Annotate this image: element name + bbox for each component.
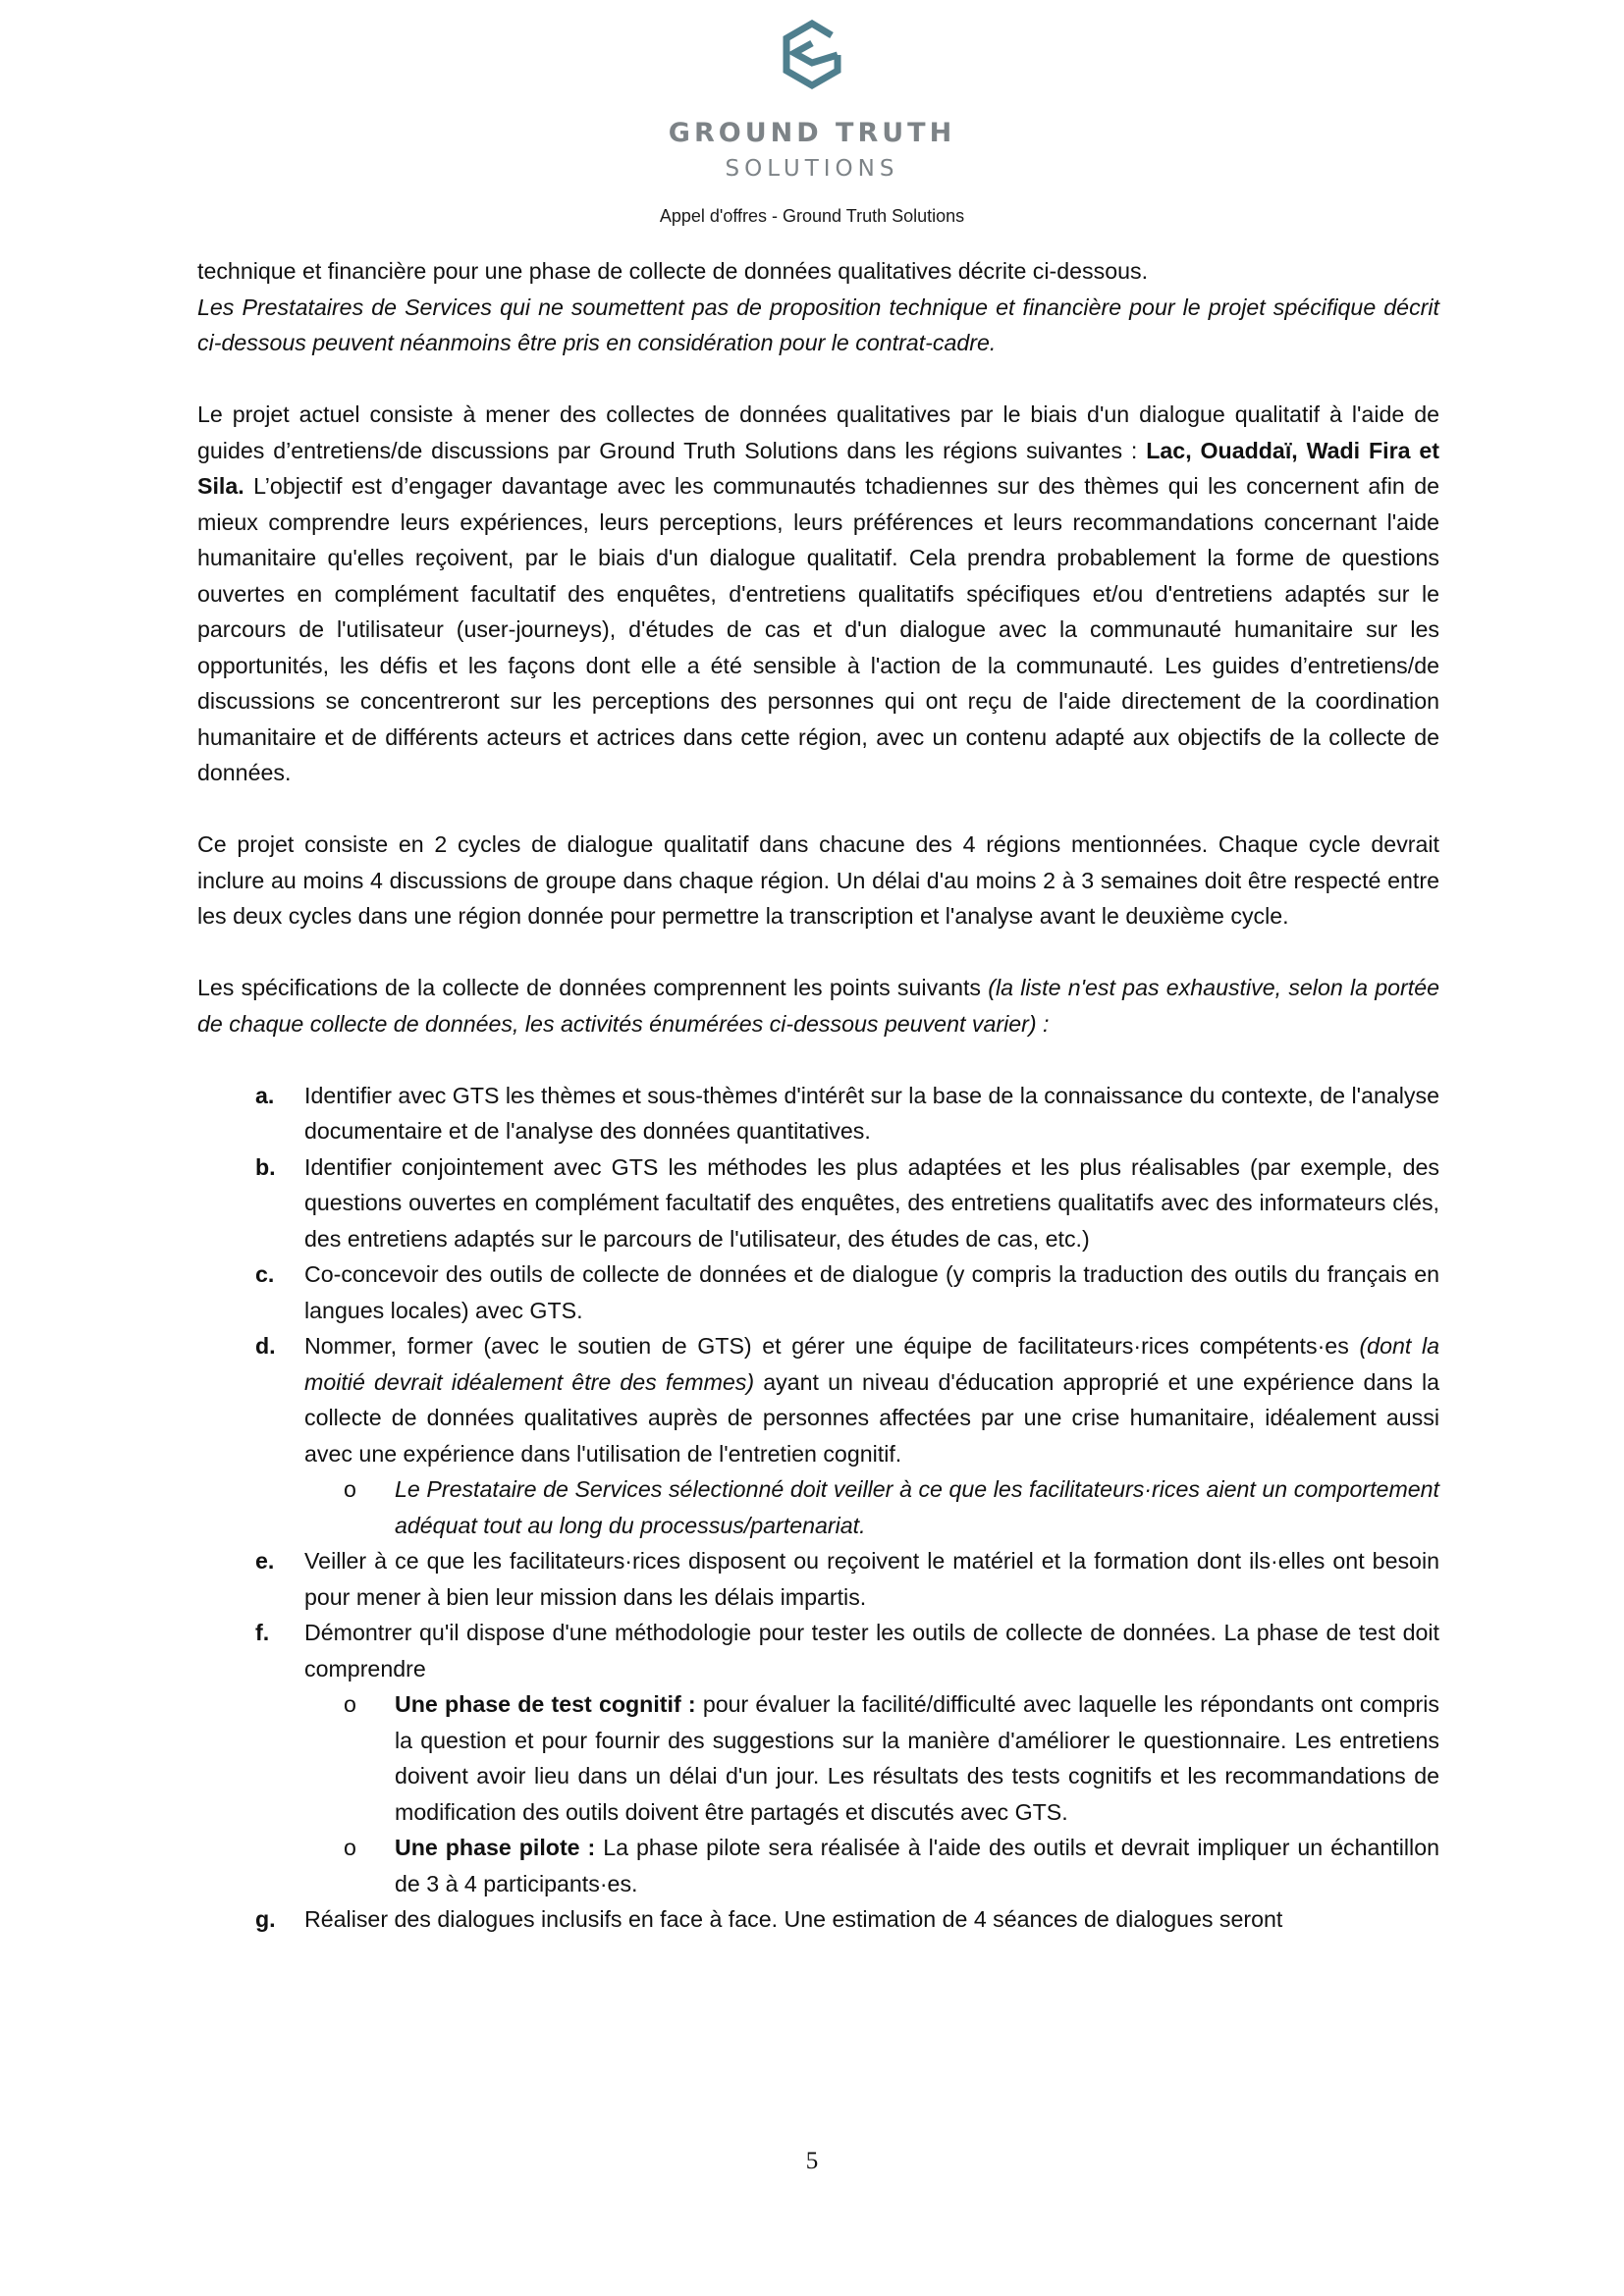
list-item-text-continued: ayant un niveau d'éducation approprié et une expérience dans la collecte de données qualitatives auprès de personnes affectées par une crise humanitaire, idéalement aussi avec une expérience dans l'utilisation de l'entretien cognitif. xyxy=(304,1368,1439,1467)
project-text-start: Le projet actuel consiste à mener des collectes de données qualitatives par le biais d'un dialogue qualitatif à l'aide de guides d’entretiens/de discussions par Ground Truth Solutions dans les régions suivantes : xyxy=(197,401,1439,463)
sub-list-item-text: La phase pilote sera réalisée à l'aide des outils et devrait impliquer un échantillon de 3 à 4 participants·es. xyxy=(395,1835,1439,1896)
specifications-list xyxy=(197,1078,1439,1938)
document-body xyxy=(197,253,1439,1938)
list-marker: g. xyxy=(255,1906,276,1932)
list-item-text: Identifier conjointement avec GTS les méthodes les plus adaptées et les plus réalisables (par exemple, des questions ouvertes en complément facultatif des enquêtes, des entretiens qualitatifs avec des informateurs clés, des entretiens adaptés sur le parcours de l'utilisateur, des études de cas, etc.) xyxy=(304,1153,1439,1252)
gts-hexagon-logo-icon xyxy=(781,20,843,90)
list-item-f xyxy=(197,1615,1439,1901)
project-text-end: L’objectif est d’engager davantage avec les communautés tchadiennes sur des thèmes qui les concernent afin de mieux comprendre leurs expériences, leurs perceptions, leurs préférences et leurs recommandations concernant l'aide humanitaire qu'elles reçoivent, par le biais d'un dialogue qualitatif. Cela prendra probablement la forme de questions ouvertes en complément facultatif des enquêtes, d'entretiens qualitatifs spécifiques et/ou d'entretiens adaptés sur le parcours de l'utilisateur (user-journeys), d'études de cas et d'un dialogue avec la communauté humanitaire sur les opportunités, les défis et les façons dont elle a été sensible à l'action de la communauté. Les guides d’entretiens/de discussions se concentreront sur les perceptions des personnes qui ont reçu de l'aide directement de la coordination humanitaire et de différents acteurs et actrices dans cette région, avec un contenu adapté aux objectifs de la collecte de données. xyxy=(197,473,1439,785)
list-item-text: Co-concevoir des outils de collecte de données et de dialogue (y compris la traduction des outils du français en langues locales) avec GTS. xyxy=(304,1261,1439,1323)
list-item-text: Nommer, former (avec le soutien de GTS) et gérer une équipe de facilitateurs·rices compétents·es xyxy=(304,1333,1360,1359)
list-item-g xyxy=(197,1901,1439,1938)
paragraph-specifications xyxy=(197,970,1439,1041)
paragraph-project xyxy=(197,397,1439,791)
sub-list-item-title: Une phase de test cognitif : xyxy=(395,1691,696,1717)
sub-list-marker: o xyxy=(344,1691,356,1717)
list-item-text: Veiller à ce que les facilitateurs·rices disposent ou reçoivent le matériel et la formation dont ils·elles ont besoin pour mener à bien leur mission dans les délais impartis. xyxy=(304,1548,1439,1610)
sub-list-item-title: Une phase pilote : xyxy=(395,1835,596,1860)
page-number: 5 xyxy=(805,2148,819,2174)
list-marker: f. xyxy=(255,1620,270,1645)
paragraph-intro: technique et financière pour une phase de collecte de données qualitatives décrite ci-dessous. xyxy=(197,258,1149,284)
logo-text-line1: GROUND TRUTH xyxy=(668,118,956,148)
paragraph-cycles: Ce projet consiste en 2 cycles de dialogue qualitatif dans chacune des 4 régions mentionnées. Chaque cycle devrait inclure au moins 4 discussions de groupe dans chaque région. Un délai d'au moins 2 à 3 semaines doit être respecté entre les deux cycles dans une région donnée pour permettre la transcription et l'analyse avant le deuxième cycle. xyxy=(197,831,1439,929)
specifications-text: Les spécifications de la collecte de données comprennent les points suivants xyxy=(197,975,989,1000)
list-item-e xyxy=(197,1543,1439,1615)
logo xyxy=(0,20,1624,182)
sub-list-item-pilot xyxy=(304,1830,1439,1901)
list-item-d xyxy=(197,1328,1439,1543)
list-item-c xyxy=(197,1256,1439,1328)
project-regions: Lac, Ouaddaï, Wadi Fira et Sila. xyxy=(197,437,1439,499)
list-item-a xyxy=(197,1078,1439,1149)
list-marker: a. xyxy=(255,1082,275,1108)
sub-list-marker: o xyxy=(344,1835,356,1860)
logo-text-line2: SOLUTIONS xyxy=(725,156,899,182)
sub-list-item xyxy=(304,1471,1439,1543)
sub-list xyxy=(304,1471,1439,1543)
sub-list-marker: o xyxy=(344,1476,356,1502)
sub-list-item-cognitive-test xyxy=(304,1686,1439,1830)
list-marker: e. xyxy=(255,1548,275,1574)
list-marker: b. xyxy=(255,1153,276,1180)
list-item-text: Réaliser des dialogues inclusifs en face à face. Une estimation de 4 séances de dialogues seront xyxy=(304,1906,1283,1932)
list-marker: c. xyxy=(255,1261,275,1287)
header-note: Appel d'offres - Ground Truth Solutions xyxy=(659,206,965,226)
list-item-italic-note: (dont la moitié devrait idéalement être des femmes) xyxy=(304,1333,1440,1395)
list-item-b xyxy=(197,1149,1439,1257)
sub-list-item-text: pour évaluer la facilité/difficulté avec laquelle les répondants ont compris la question et pour fournir des suggestions sur la manière d'améliorer le questionnaire. Les entretiens doivent avoir lieu dans un délai d'un jour. Les résultats des tests cognitifs et les recommandations de modification des outils doivent être partagés et discutés avec GTS. xyxy=(395,1691,1439,1825)
paragraph-contract-note: Les Prestataires de Services qui ne soumettent pas de proposition technique et financière pour le projet spécifique décrit ci-dessous peuvent néanmoins être pris en considération pour le contrat-cadre. xyxy=(197,294,1439,355)
list-item-text: Identifier avec GTS les thèmes et sous-thèmes d'intérêt sur la base de la connaissance du contexte, de l'analyse documentaire et de l'analyse des données quantitatives. xyxy=(304,1082,1439,1144)
sub-list xyxy=(304,1686,1439,1901)
list-marker: d. xyxy=(255,1333,276,1359)
sub-list-item-text: Le Prestataire de Services sélectionné doit veiller à ce que les facilitateurs·rices aient un comportement adéquat tout au long du processus/partenariat. xyxy=(395,1476,1439,1538)
list-item-text: Démontrer qu'il dispose d'une méthodologie pour tester les outils de collecte de données. La phase de test doit comprendre xyxy=(304,1620,1439,1682)
specifications-note: (la liste n'est pas exhaustive, selon la portée de chaque collecte de données, les activités énumérées ci-dessous peuvent varier) : xyxy=(197,975,1439,1037)
